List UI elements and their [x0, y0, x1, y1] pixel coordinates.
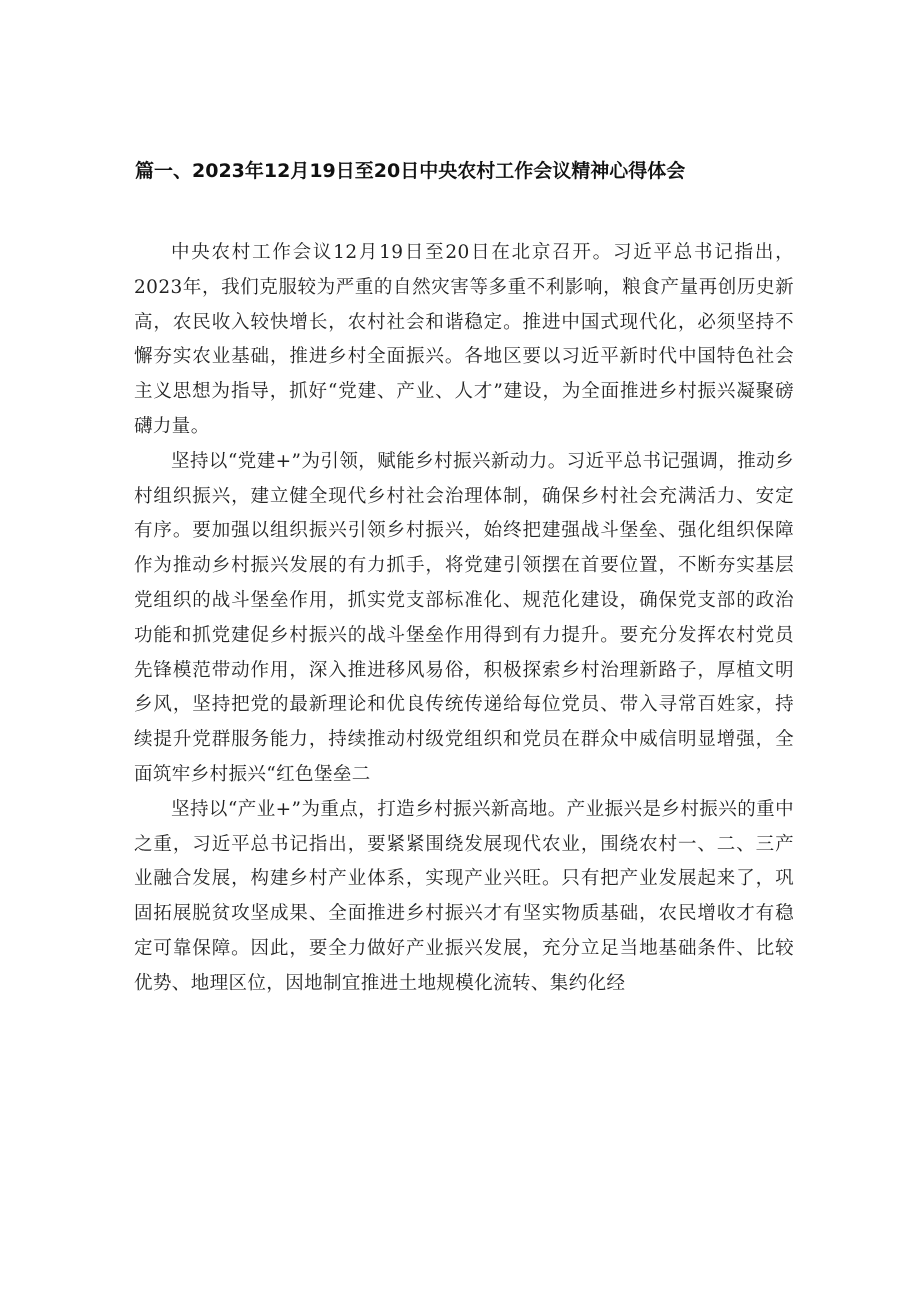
paragraph-3: 坚持以“产业+”为重点，打造乡村振兴新高地。产业振兴是乡村振兴的重中之重，习近平总书记指出，要紧紧围绕发展现代农业，围绕农村一、二、三产业融合发展，构建乡村产业体系，实现产业兴旺。只有把产业发展起来了，巩固拓展脱贫攻坚成果、全面推进乡村振兴才有坚实物质基础，农民增收才有稳定可靠保障。因此，要全力做好产业振兴发展，充分立足当地基础条件、比较优势、地理区位，因地制宜推进土地规模化流转、集约化经	[134, 798, 794, 994]
document-title: 篇一、2023年12月19日至20日中央农村工作会议精神心得体会	[135, 160, 686, 182]
paragraph-2: 坚持以“党建+”为引领，赋能乡村振兴新动力。习近平总书记强调，推动乡村组织振兴，建立健全现代乡村社会治理体制，确保乡村社会充满活力、安定有序。要加强以组织振兴引领乡村振兴，始终把建强战斗堡垒、强化组织保障作为推动乡村振兴发展的有力抓手，将党建引领摆在首要位置，不断夯实基层党组织的战斗堡垒作用，抓实党支部标准化、规范化建设，确保党支部的政治功能和抓党建促乡村振兴的战斗堡垒作用得到有力提升。要充分发挥农村党员先锋模范带动作用，深入推进移风易俗，积极探索乡村治理新路子，厚植文明乡风，坚持把党的最新理论和优良传统传递给每位党员、带入寻常百姓家，持续提升党群服务能力，持续推动村级党组织和党员在群众中威信明显增强，全面筑牢乡村振兴“红色堡垒二	[134, 450, 794, 785]
paragraph-1: 中央农村工作会议12月19日至20日在北京召开。习近平总书记指出，2023年，我们克服较为严重的自然灾害等多重不利影响，粮食产量再创历史新高，农民收入较快增长，农村社会和谐稳定。推进中国式现代化，必须坚持不懈夯实农业基础，推进乡村全面振兴。各地区要以习近平新时代中国特色社会主义思想为指导，抓好“党建、产业、人才”建设，为全面推进乡村振兴凝聚磅礴力量。	[134, 242, 794, 437]
document-body	[134, 236, 794, 1002]
